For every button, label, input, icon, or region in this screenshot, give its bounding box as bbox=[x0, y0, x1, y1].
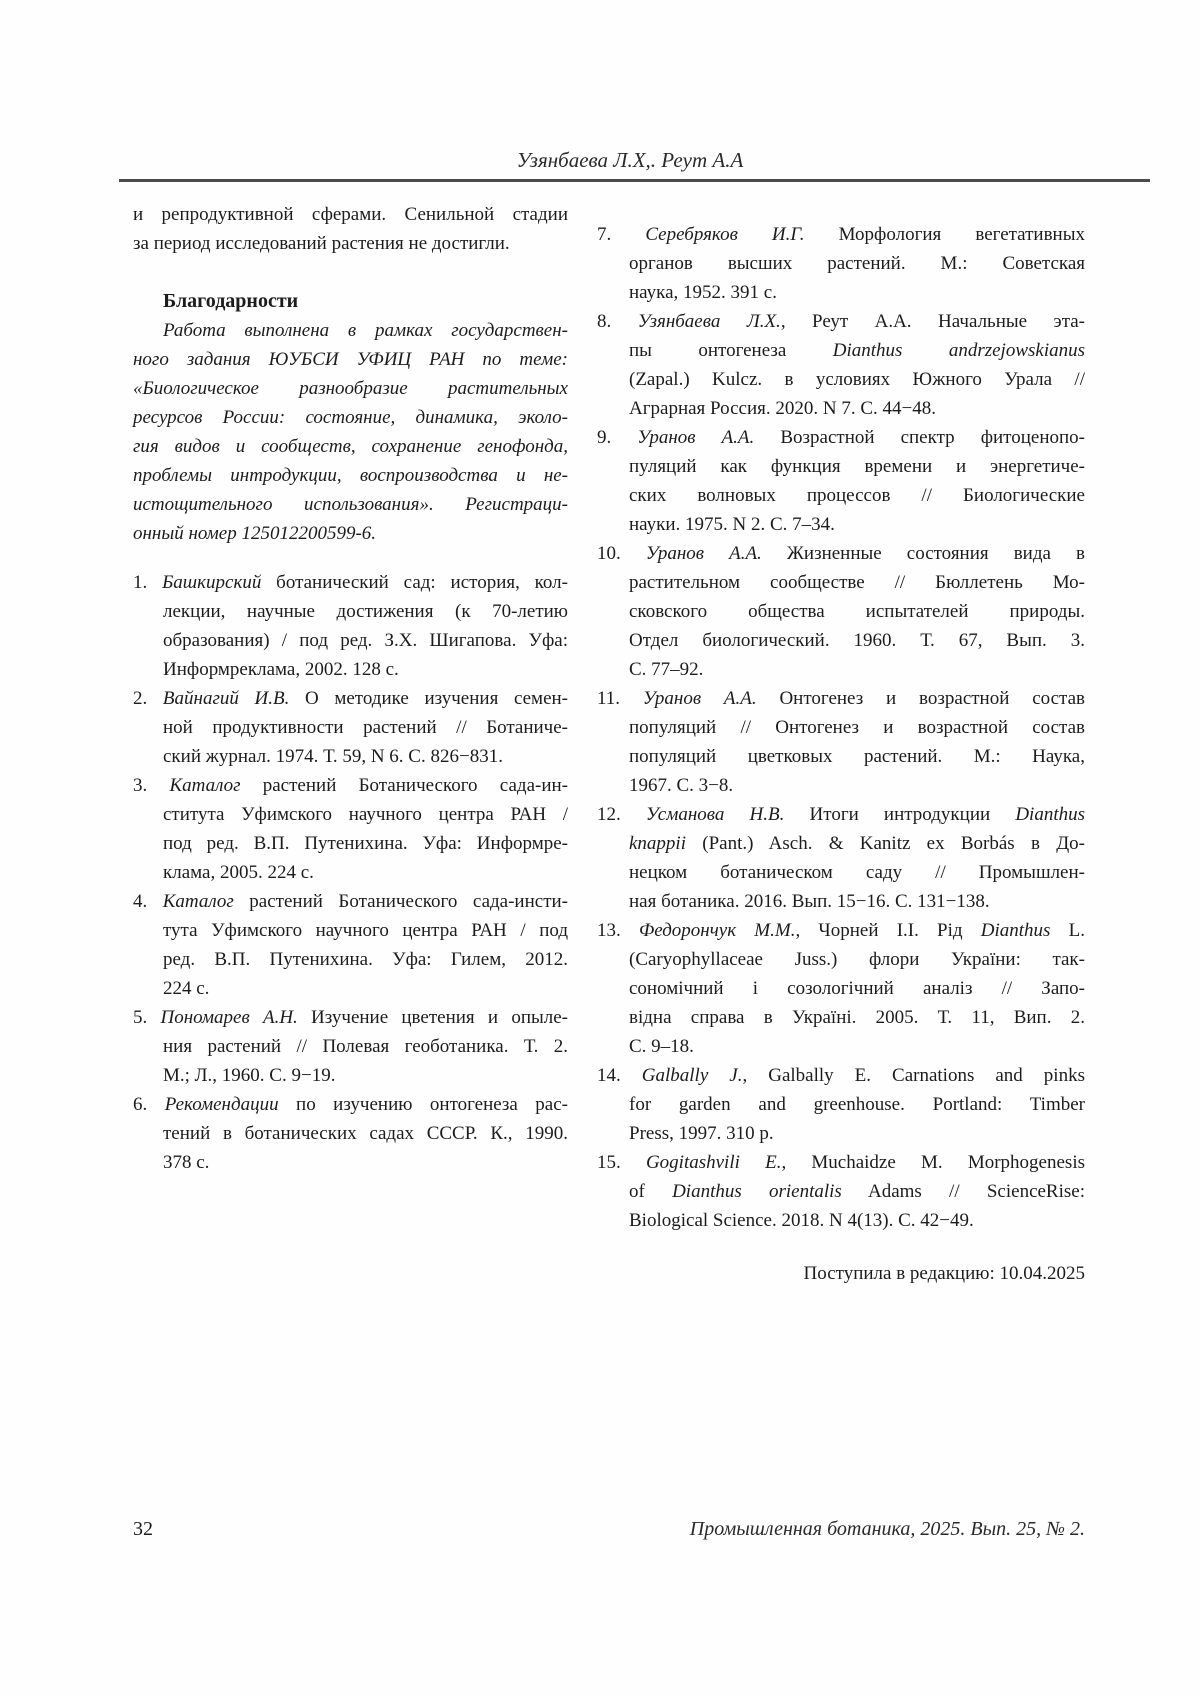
reference-line: Press, 1997. 310 p. bbox=[629, 1123, 774, 1144]
acknowledgements-heading: Благодарности bbox=[163, 290, 299, 312]
reference-number: 11. bbox=[597, 688, 621, 709]
reference-number: 3. bbox=[133, 775, 148, 796]
reference-line: тений в ботанических садах СССР. К., 1990. bbox=[163, 1123, 568, 1144]
reference-item bbox=[597, 1061, 1085, 1148]
reference-first-line: 9. Уранов А.А. Возрастной спектр фитоценопо- bbox=[597, 427, 1085, 448]
reference-list-right bbox=[597, 220, 1085, 1235]
reference-item bbox=[133, 771, 568, 887]
reference-line: of Dianthus orientalis Adams // ScienceRise: bbox=[629, 1181, 1085, 1202]
reference-item bbox=[597, 916, 1085, 1061]
reference-number: 14. bbox=[597, 1065, 621, 1086]
reference-number: 4. bbox=[133, 891, 148, 912]
reference-first-line: 1. Башкирский ботанический сад: история, кол- bbox=[133, 572, 568, 593]
reference-line: ная ботаника. 2016. Вып. 15−16. С. 131−138. bbox=[629, 891, 990, 912]
reference-first-line: 13. Федорончук М.М., Чорней І.І. Рід Dianthus L. bbox=[597, 920, 1085, 941]
reference-first-line: 7. Серебряков И.Г. Морфология вегетативных bbox=[597, 224, 1085, 245]
reference-line: пы онтогенеза Dianthus andrzejowskianus bbox=[629, 340, 1085, 361]
text-line: и репродуктивной сферами. Сенильной стадии bbox=[133, 204, 568, 225]
text-line: Работа выполнена в рамках государствен- bbox=[163, 320, 568, 341]
reference-item bbox=[597, 220, 1085, 307]
reference-first-line: 14. Galbally J., Galbally E. Carnations and pinks bbox=[597, 1065, 1085, 1086]
reference-first-line: 8. Узянбаева Л.Х., Реут А.А. Начальные эта- bbox=[597, 311, 1086, 332]
text-line: за период исследований растения не достигли. bbox=[133, 233, 510, 254]
reference-line: растительном сообществе // Бюллетень Мо- bbox=[629, 572, 1085, 593]
running-head-authors: Узянбаева Л.Х,. Реут А.А bbox=[516, 148, 744, 172]
reference-line: сковского общества испытателей природы. bbox=[629, 601, 1085, 622]
reference-number: 15. bbox=[597, 1152, 621, 1173]
reference-line: пуляций как функция времени и энергетиче- bbox=[629, 456, 1085, 477]
reference-line: нецком ботаническом саду // Промышлен- bbox=[629, 862, 1085, 883]
text-line: ного задания ЮУБСИ УФИЦ РАН по теме: bbox=[133, 349, 568, 370]
reference-number: 9. bbox=[597, 427, 612, 448]
reference-line: популяций // Онтогенез и возрастной состав bbox=[629, 717, 1085, 738]
reference-line: ских волновых процессов // Биологические bbox=[629, 485, 1085, 506]
reference-line: популяций цветковых растений. М.: Наука, bbox=[629, 746, 1085, 767]
reference-line: наука, 1952. 391 с. bbox=[629, 282, 777, 303]
reference-line: ред. В.П. Путенихина. Уфа: Гилем, 2012. bbox=[163, 949, 568, 970]
reference-line: сономічний і созологічний аналіз // Запо- bbox=[629, 978, 1085, 999]
reference-item bbox=[597, 307, 1085, 423]
reference-number: 8. bbox=[597, 311, 612, 332]
reference-line: ский журнал. 1974. Т. 59, N 6. С. 826−831. bbox=[163, 746, 503, 767]
reference-number: 5. bbox=[133, 1007, 148, 1028]
reference-first-line: 6. Рекомендации по изучению онтогенеза рас- bbox=[133, 1094, 569, 1115]
intro-paragraph bbox=[133, 200, 568, 258]
reference-line: 378 с. bbox=[163, 1152, 210, 1173]
reference-item bbox=[597, 800, 1085, 916]
text-line: гия видов и сообществ, сохранение генофонда, bbox=[133, 436, 568, 457]
reference-number: 1. bbox=[133, 572, 148, 593]
reference-line: Biological Science. 2018. N 4(13). С. 42−49. bbox=[629, 1210, 974, 1231]
reference-line: М.; Л., 1960. С. 9−19. bbox=[163, 1065, 336, 1086]
reference-line: лекции, научные достижения (к 70-летию bbox=[163, 601, 568, 622]
reference-first-line: 12. Усманова Н.В. Итоги интродукции Dianthus bbox=[597, 804, 1085, 825]
reference-item bbox=[597, 684, 1085, 800]
left-column bbox=[133, 200, 568, 1177]
reference-item bbox=[133, 1003, 568, 1090]
reference-line: (Zapal.) Kulcz. в условиях Южного Урала // bbox=[629, 369, 1085, 390]
right-column bbox=[597, 200, 1085, 1288]
reference-line: образования) / под ред. З.Х. Шигапова. Уфа: bbox=[163, 630, 568, 651]
acknowledgements-paragraph bbox=[133, 316, 568, 548]
reference-line: С. 9–18. bbox=[629, 1036, 694, 1057]
reference-first-line: 3. Каталог растений Ботанического сада-ин- bbox=[133, 775, 568, 796]
header-rule bbox=[119, 179, 1150, 182]
reference-item bbox=[597, 423, 1085, 539]
reference-line: Аграрная Россия. 2020. N 7. С. 44−48. bbox=[629, 398, 936, 419]
reference-first-line: 2. Вайнагий И.В. О методике изучения семен- bbox=[133, 688, 568, 709]
text-line: истощительного использования». Регистраци- bbox=[133, 494, 568, 515]
reference-number: 6. bbox=[133, 1094, 148, 1115]
reference-item bbox=[133, 568, 568, 684]
reference-number: 7. bbox=[597, 224, 612, 245]
journal-footer-line: Промышленная ботаника, 2025. Вып. 25, № 2. bbox=[689, 1518, 1085, 1540]
text-line: проблемы интродукции, воспроизводства и не- bbox=[133, 465, 568, 486]
reference-first-line: 15. Gogitashvili E., Muchaidze M. Morphogenesis bbox=[597, 1152, 1085, 1173]
received-note: Поступила в редакцию: 10.04.2025 bbox=[803, 1263, 1085, 1284]
reference-line: Отдел биологический. 1960. Т. 67, Вып. 3. bbox=[629, 630, 1085, 651]
reference-number: 10. bbox=[597, 543, 621, 564]
reference-first-line: 11. Уранов А.А. Онтогенез и возрастной состав bbox=[597, 688, 1085, 709]
reference-first-line: 4. Каталог растений Ботанического сада-инсти- bbox=[133, 891, 568, 912]
reference-item bbox=[133, 887, 568, 1003]
reference-first-line: 10. Уранов А.А. Жизненные состояния вида в bbox=[597, 543, 1085, 564]
reference-number: 12. bbox=[597, 804, 621, 825]
page-number: 32 bbox=[133, 1518, 153, 1540]
reference-line: клама, 2005. 224 с. bbox=[163, 862, 314, 883]
reference-line: ной продуктивности растений // Ботаниче- bbox=[163, 717, 568, 738]
reference-number: 2. bbox=[133, 688, 148, 709]
reference-line: под ред. В.П. Путенихина. Уфа: Информре- bbox=[163, 833, 568, 854]
reference-line: ния растений // Полевая геоботаника. Т. 2. bbox=[163, 1036, 568, 1057]
reference-number: 13. bbox=[597, 920, 621, 941]
reference-line: ститута Уфимского научного центра РАН / bbox=[163, 804, 568, 825]
reference-line: тута Уфимского научного центра РАН / под bbox=[163, 920, 568, 941]
reference-line: 224 с. bbox=[163, 978, 210, 999]
reference-first-line: 5. Пономарев А.Н. Изучение цветения и опыле- bbox=[133, 1007, 569, 1028]
reference-item bbox=[133, 684, 568, 771]
reference-line: відна справа в Україні. 2005. Т. 11, Вип. 2. bbox=[629, 1007, 1085, 1028]
reference-line: (Caryophyllaceae Juss.) флори України: так- bbox=[629, 949, 1085, 970]
reference-line: органов высших растений. М.: Советская bbox=[629, 253, 1085, 274]
text-line: ресурсов России: состояние, динамика, эколо- bbox=[133, 407, 568, 428]
reference-line: for garden and greenhouse. Portland: Timber bbox=[629, 1094, 1085, 1115]
text-line: онный номер 125012200599-6. bbox=[133, 523, 377, 544]
text-line: «Биологическое разнообразие растительных bbox=[133, 378, 568, 399]
reference-line: Информреклама, 2002. 128 с. bbox=[163, 659, 399, 680]
reference-line: науки. 1975. N 2. С. 7–34. bbox=[629, 514, 835, 535]
reference-item bbox=[133, 1090, 568, 1177]
reference-item bbox=[597, 1148, 1085, 1235]
reference-item bbox=[597, 539, 1085, 684]
reference-line: 1967. С. 3−8. bbox=[629, 775, 734, 796]
reference-line: С. 77–92. bbox=[629, 659, 704, 680]
reference-line: knappii (Pant.) Asch. & Kanitz ex Borbás в До- bbox=[629, 833, 1085, 854]
reference-list-left bbox=[133, 568, 568, 1177]
